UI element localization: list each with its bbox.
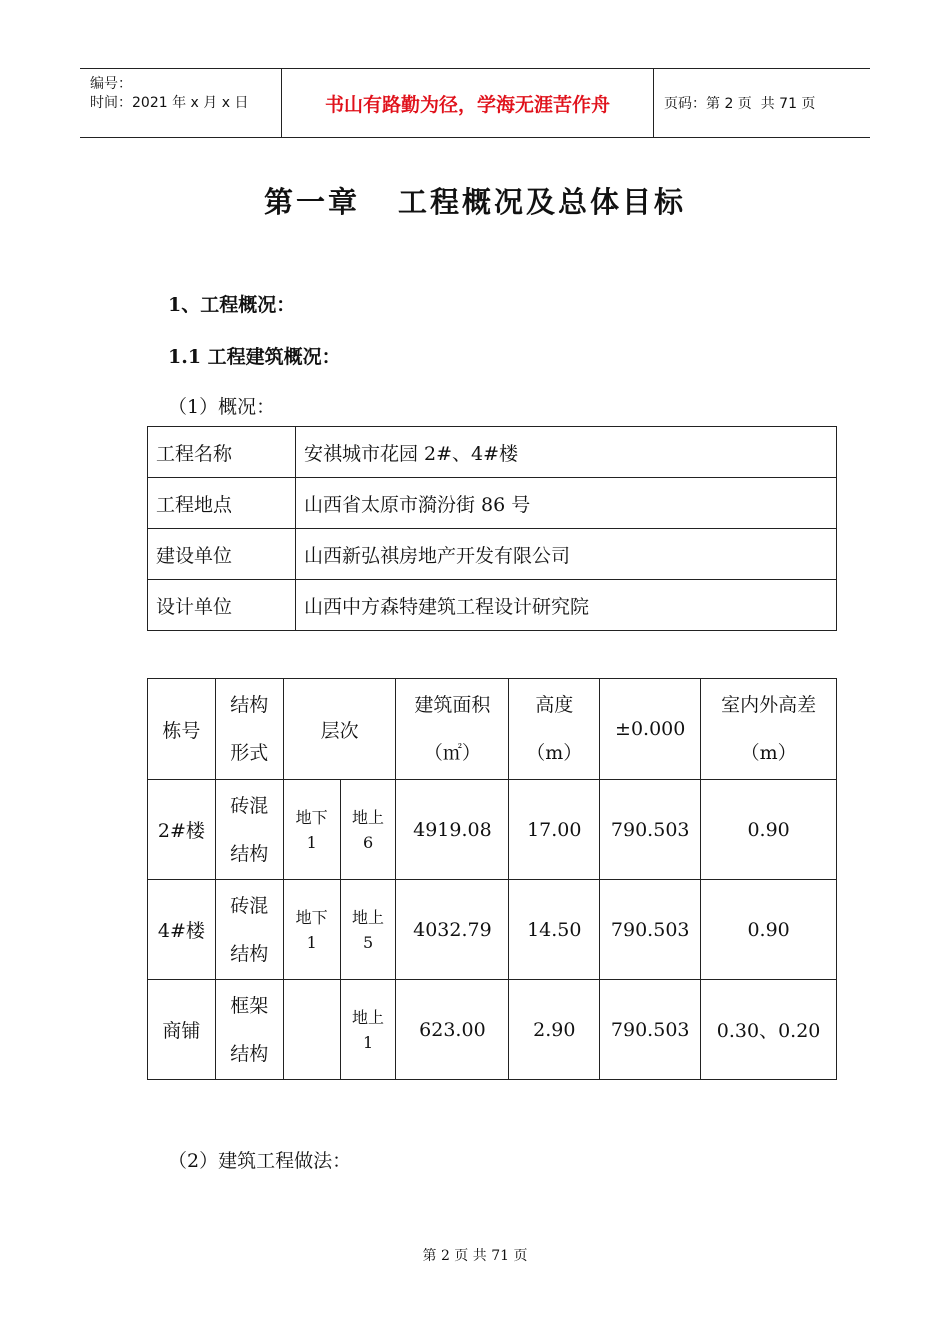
info-key: 设计单位: [148, 580, 296, 631]
building-elevation: 790.503: [600, 980, 701, 1080]
header-structure-b: 形式: [230, 742, 269, 764]
header-number: 编号：: [90, 76, 132, 92]
header-meta: [80, 69, 282, 137]
header-height-diff: [701, 679, 837, 780]
building-height-diff: 0.30、0.20: [701, 980, 837, 1080]
floors-underground: [283, 780, 340, 880]
above-label: 地上: [352, 1007, 385, 1027]
structure-b: 结构: [230, 1042, 269, 1065]
above-count: 5: [362, 932, 374, 952]
info-key: 工程地点: [148, 478, 296, 529]
table-row: [148, 580, 837, 631]
above-count: 6: [362, 832, 374, 852]
building-elevation: 790.503: [600, 880, 701, 980]
building-name: 4#楼: [148, 880, 216, 980]
chapter-number: 第一章: [263, 185, 360, 219]
chapter-heading: [0, 180, 950, 221]
header-floors: 层次: [283, 679, 396, 780]
table-row: [148, 529, 837, 580]
header-building: 栋号: [148, 679, 216, 780]
header-height-a: 高度: [535, 694, 574, 716]
building-area: 4032.79: [396, 880, 509, 980]
section-heading-1-1: 1.1 工程建筑概况：: [168, 346, 341, 368]
section-heading-1: 1、工程概况：: [168, 294, 296, 316]
table-row: [148, 980, 837, 1080]
info-value: 山西省太原市漪汾街 86 号: [296, 478, 837, 529]
building-area: 623.00: [396, 980, 509, 1080]
building-area: 4919.08: [396, 780, 509, 880]
header-structure-a: 结构: [230, 694, 269, 716]
above-label: 地上: [352, 807, 385, 827]
building-height-diff: 0.90: [701, 780, 837, 880]
floors-aboveground: [340, 780, 396, 880]
header-time: 时间：2021 年 x 月 x 日: [90, 95, 249, 111]
structure-b: 结构: [230, 942, 269, 965]
header-area-b: （㎡）: [423, 742, 481, 764]
building-height: 2.90: [509, 980, 600, 1080]
structure-a: 砖混: [230, 794, 269, 817]
header-page-info-text: 页码：第 2 页 共 71 页: [664, 96, 816, 112]
building-name: 2#楼: [148, 780, 216, 880]
header-elevation: ±0.000: [600, 679, 701, 780]
header-area-a: 建筑面积: [414, 694, 491, 716]
structure-a: 砖混: [230, 894, 269, 917]
chapter-name: 工程概况及总体目标: [398, 185, 687, 219]
info-value: 山西中方森特建筑工程设计研究院: [296, 580, 837, 631]
header-diff-a: 室内外高差: [721, 694, 817, 716]
table-row: [148, 780, 837, 880]
structure-a: 框架: [230, 994, 269, 1017]
building-height: 17.00: [509, 780, 600, 880]
under-count: 1: [306, 932, 317, 952]
project-info-table: [147, 426, 837, 631]
table-row: [148, 880, 837, 980]
floors-underground: [283, 980, 340, 1080]
header-height-b: （m）: [526, 742, 583, 764]
table-header-row: [148, 679, 837, 780]
under-count: 1: [306, 832, 317, 852]
header-structure: [215, 679, 283, 780]
structure-b: 结构: [230, 842, 269, 865]
info-key: 建设单位: [148, 529, 296, 580]
header-height: [509, 679, 600, 780]
table-row: [148, 427, 837, 478]
floors-aboveground: [340, 880, 396, 980]
under-label: 地下: [295, 807, 328, 827]
subsection-overview: （1）概况：: [168, 396, 276, 418]
header-page-info: [654, 69, 870, 137]
header-area: [396, 679, 509, 780]
structure-type: [215, 880, 283, 980]
header-diff-b: （m）: [740, 742, 797, 764]
structure-type: [215, 780, 283, 880]
floors-underground: [283, 880, 340, 980]
building-height-diff: 0.90: [701, 880, 837, 980]
structure-type: [215, 980, 283, 1080]
page-footer: 第 2 页 共 71 页: [422, 1248, 528, 1264]
floors-aboveground: [340, 980, 396, 1080]
under-label: 地下: [295, 907, 328, 927]
building-table: [147, 678, 837, 1080]
building-elevation: 790.503: [600, 780, 701, 880]
header-slogan: 书山有路勤为径，学海无涯苦作舟: [282, 69, 654, 137]
above-label: 地上: [352, 907, 385, 927]
table-row: [148, 478, 837, 529]
info-key: 工程名称: [148, 427, 296, 478]
info-value: 安祺城市花园 2#、4#楼: [296, 427, 837, 478]
building-name: 商铺: [148, 980, 216, 1080]
building-height: 14.50: [509, 880, 600, 980]
page-header: [80, 68, 870, 138]
info-value: 山西新弘祺房地产开发有限公司: [296, 529, 837, 580]
subsection-construction-method: （2）建筑工程做法：: [168, 1150, 352, 1172]
above-count: 1: [362, 1032, 374, 1052]
